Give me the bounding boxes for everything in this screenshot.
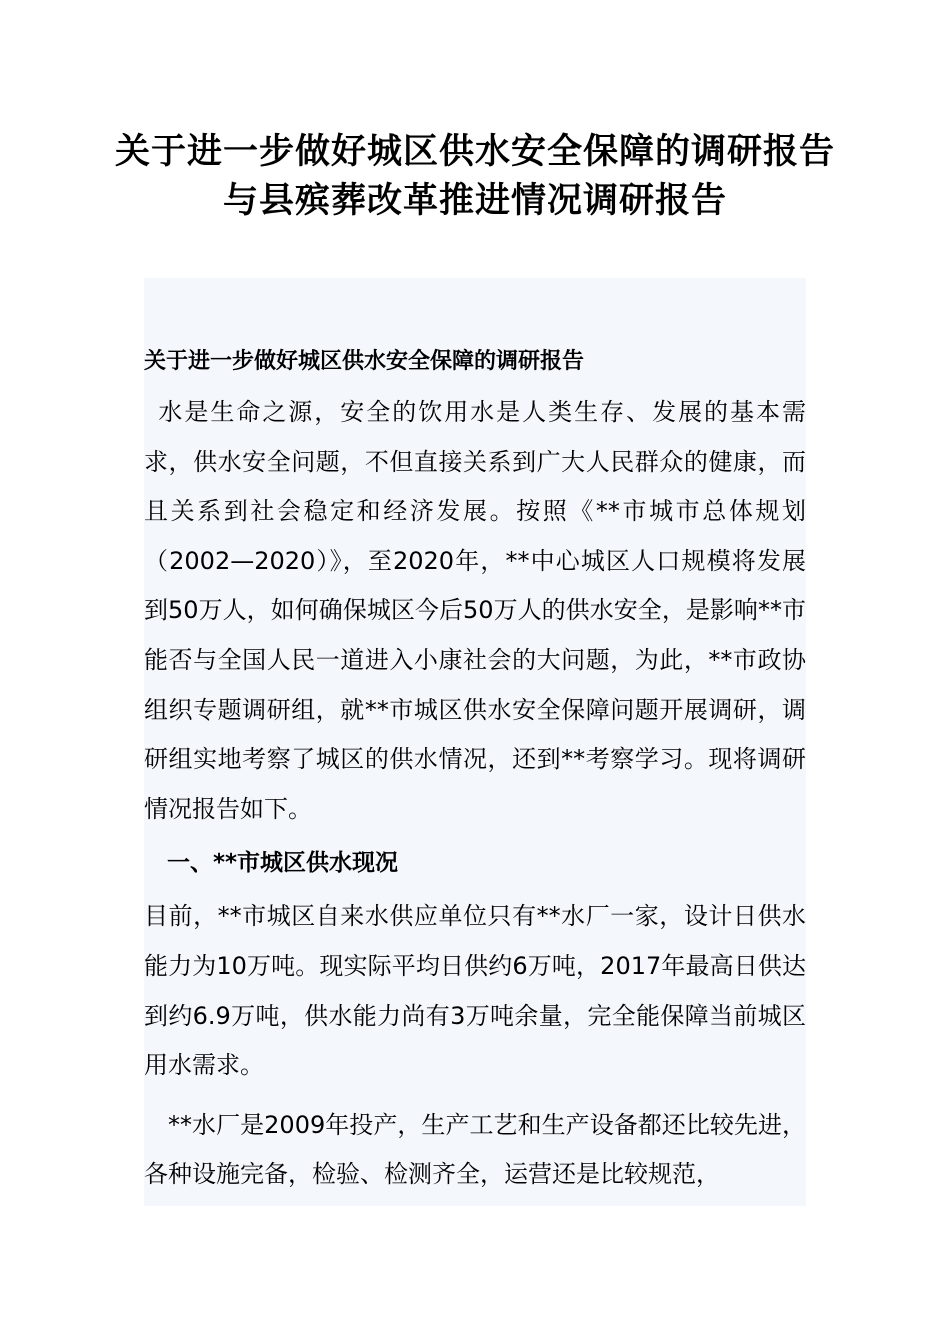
paragraph-intro: 水是生命之源，安全的饮用水是人类生存、发展的基本需求，供水安全问题，不但直接关系到广大人民群众的健康，而且关系到社会稳定和经济发展。按照《**市城市总体规划（2002—2020）》，至2020年，**中心城区人口规模将发展到50万人，如何确保城区今后50万人的供水安全，是影响**市能否与全国人民一道进入小康社会的大问题，为此，**市政协组织专题调研组，就**市城区供水安全保障问题开展调研，调研组实地考察了城区的供水情况，还到**考察学习。现将调研情况报告如下。 xyxy=(144,398,806,823)
paragraph-water-plant: **水厂是2009年投产，生产工艺和生产设备都还比较先进，各种设施完备，检验、检测齐全，运营还是比较规范， xyxy=(144,1110,806,1189)
document-content xyxy=(144,344,806,1200)
paragraph-supply-status: 目前，**市城区自来水供应单位只有**水厂一家，设计日供水能力为10万吨。现实际平均日供约6万吨，2017年最高日供达到约6.9万吨，供水能力尚有3万吨余量，完全能保障当前城区用水需求。 xyxy=(144,902,806,1080)
document-body xyxy=(144,278,806,1206)
report-subtitle: 关于进一步做好城区供水安全保障的调研报告 xyxy=(144,349,585,374)
document-title: 关于进一步做好城区供水安全保障的调研报告与县殡葬改革推进情况调研报告 xyxy=(114,132,835,221)
section-heading-1: 一、**市城区供水现况 xyxy=(167,850,399,877)
